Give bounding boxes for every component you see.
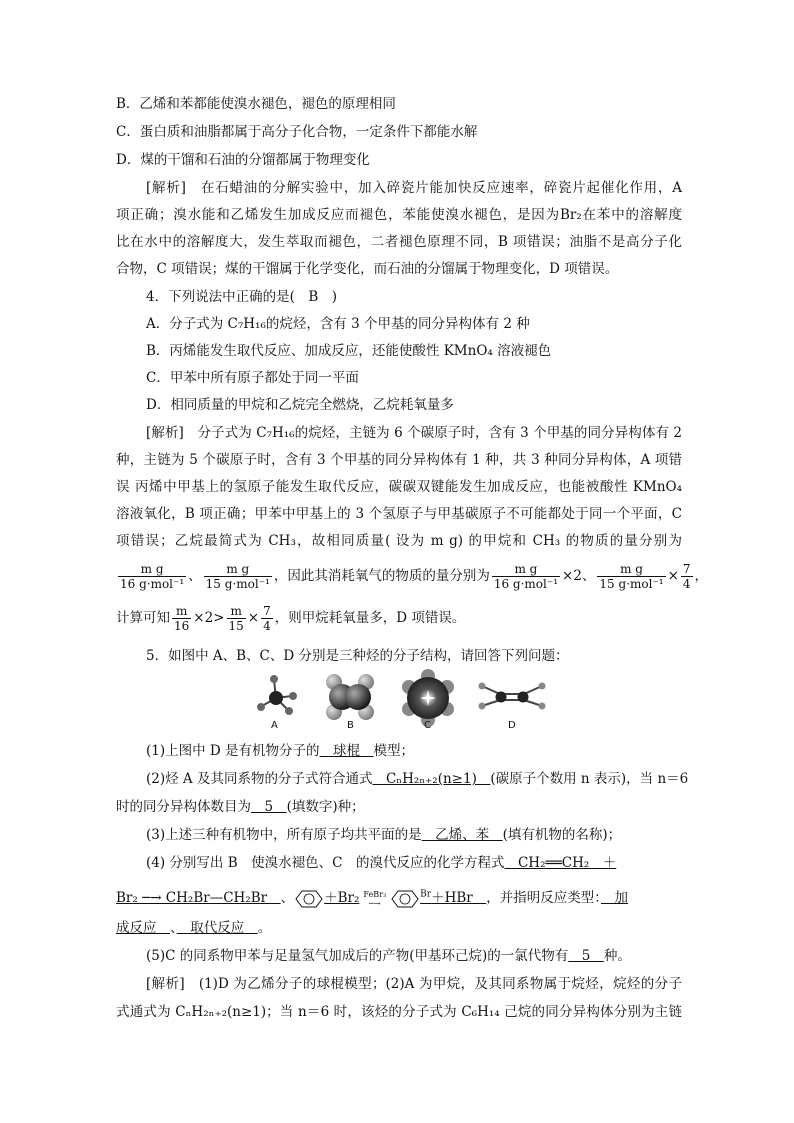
- q4-analysis-line-2: 种，主链为 5 个碳原子时，含有 3 个甲基的同分异构体有 1 种，共 3 种同分异构体，A 项错: [116, 452, 682, 468]
- q3-analysis-line-4: 合物，C 项错误；煤的干馏属于化学变化，而石油的分馏属于物理变化，D 项错误。: [116, 261, 619, 277]
- fraction-5: $\frac{7}{4}$: [682, 562, 691, 591]
- answer-2a: CₙH₂ₙ₊₂(n≥1): [372, 771, 491, 787]
- q3-option-d: D．煤的干馏和石油的分馏都属于物理变化: [116, 152, 370, 168]
- q3-analysis-line-2: 项正确；溴水能和乙烯发生加成反应而褪色，苯能使溴水褪色，是因为Br₂在苯中的溶解度: [116, 207, 682, 223]
- label-d: D: [508, 720, 516, 731]
- fraction-4: $\frac{\text{m g}}{\text{15 g·mol⁻¹}}$: [599, 562, 664, 591]
- q3-option-c: C．蛋白质和油脂都属于高分子化合物，一定条件下都能水解: [116, 124, 478, 140]
- fraction-1: $\frac{\text{m g}}{\text{16 g·mol⁻¹}}$: [120, 562, 185, 591]
- label-b: B: [347, 720, 354, 731]
- q5-part-3: (3)上述三种有机物中，所有原子均共平面的是 乙烯、苯 (填有机物的名称)；: [146, 827, 622, 843]
- methane-ball-stick-model: [250, 668, 310, 738]
- q5-part-4: (4) 分别写出 B 使溴水褪色、C 的溴代反应的化学方程式 CH₂══CH₂ ＋: [146, 855, 617, 871]
- q5-part-1: (1)上图中 D 是有机物分子的 球棍 模型；: [146, 743, 415, 759]
- q5-part-2: (2)烃 A 及其同系物的分子式符合通式 CₙH₂ₙ₊₂(n≥1) (碳原子个数用 n 表示)，当 n＝6: [146, 771, 689, 787]
- q4-analysis-line-1: [解析] 分子式为 C₇H₁₆的烷烃，主链为 6 个碳原子时，含有 3 个甲基的同分异构体有 2: [146, 425, 682, 441]
- benzene-ring-icon: [294, 889, 324, 909]
- q4-option-a: A．分子式为 C₇H₁₆的烷烃，含有 3 个甲基的同分异构体有 2 种: [146, 316, 530, 332]
- q4-option-c: C．甲苯中所有原子都处于同一平面: [146, 370, 359, 386]
- q4-option-d: D．相同质量的甲烷和乙烷完全燃烧，乙烷耗氧量多: [146, 397, 454, 413]
- q3-analysis-line-3: 比在水中的溶解度大，发生萃取而褪色，二者褪色原理不同，B 项错误；油脂不是高分子化: [116, 234, 682, 250]
- q4-calc-line: 计算可知 $\frac{m}{16}$ ×2> $\frac{m}{15}$ × $\frac{7}{4}$ ，则甲烷耗氧量多，D 项错误。: [116, 604, 466, 633]
- q4-analysis-line-3: 误 丙烯中甲基上的氢原子能发生取代反应，碳碳双键能发生加成反应，也能被酸性 KMnO₄: [116, 479, 682, 495]
- q5-part-4-line-2: Br₂ ─→ CH₂Br—CH₂Br 、 ＋Br₂ FeBr₃ ─→ $^{Br}$＋HBr ，并指明反应类型： 加: [116, 889, 628, 908]
- answer-4a: CH₂══CH₂ ＋: [504, 855, 617, 871]
- q3-option-b: B．乙烯和苯都能使溴水褪色，褪色的原理相同: [116, 96, 396, 112]
- q4-stem: 4．下列说法中正确的是( B ): [146, 289, 338, 305]
- answer-3: 乙烯、苯: [421, 827, 503, 843]
- q5-part-5: (5)C 的同系物甲苯与足量氢气加成后的产物(甲基环己烷)的一氯代物有 5 种。: [146, 948, 631, 964]
- fraction-3: $\frac{\text{m g}}{\text{16 g·mol⁻¹}}$: [493, 562, 559, 591]
- q4-analysis-line-5: 项错误；乙烷最简式为 CH₃，故相同质量( 设为 m g) 的甲烷和 CH₃ 的物质的量分别为: [116, 533, 682, 549]
- q4-analysis-line-4: 溶液氧化，B 项正确；甲苯中甲基上的 3 个氢原子与甲基碳原子不可能都处于同一个平面，C: [116, 506, 682, 522]
- label-a: A: [271, 720, 278, 731]
- fraction-2: $\frac{\text{m g}}{\text{15 g·mol⁻¹}}$: [205, 562, 270, 591]
- q5-analysis-line-1: [解析] (1)D 为乙烯分子的球棍模型；(2)A 为甲烷，及其同系物属于烷烃，烷烃的分子: [146, 976, 682, 992]
- q4-option-b: B．丙烯能发生取代反应、加成反应，还能使酸性 KMnO₄ 溶液褪色: [146, 343, 552, 359]
- q3-analysis-line-1: [解析] 在石蜡油的分解实验中，加入碎瓷片能加快反应速率，碎瓷片起催化作用，A: [146, 180, 682, 196]
- label-c: C: [424, 720, 431, 731]
- q4-fraction-line: $\frac{\text{m g}}{\text{16 g·mol⁻¹}}$ 、 $\frac{\text{m g}}{\text{15 g·mol⁻¹}}$ ，因此其消耗氧气的物质的量分别为 $\frac{\text{m g}}{\text{16 g·mol⁻¹}}$ ×2、 $\frac{\text{m g}}{\text{15 g·mol⁻¹}}$ × $\frac{7}{4}$ ，: [120, 562, 709, 591]
- bromobenzene-ring-icon: [390, 889, 420, 909]
- q5-stem: 5．如图中 A、B、C、D 分别是三种烃的分子结构，请回答下列问题：: [146, 648, 569, 664]
- answer-5: 5: [568, 948, 604, 964]
- q5-part-2-line-2: 时的同分异构体数目为 5 (填数字)种；: [116, 799, 365, 815]
- answer-1: 球棍: [319, 743, 374, 759]
- benzene-bromination-equation: ＋Br₂ FeBr₃ ─→ $^{Br}$＋HBr: [294, 890, 486, 906]
- q5-analysis-line-2: 式通式为 CₙH₂ₙ₊₂(n≥1)；当 n＝6 时，该烃的分子式为 C₆H₁₄ 己烷的同分异构体分别为主链: [116, 1004, 682, 1020]
- answer-2b: 5: [251, 799, 287, 815]
- q5-part-4-line-3: 成反应 、 取代反应 。: [116, 920, 272, 936]
